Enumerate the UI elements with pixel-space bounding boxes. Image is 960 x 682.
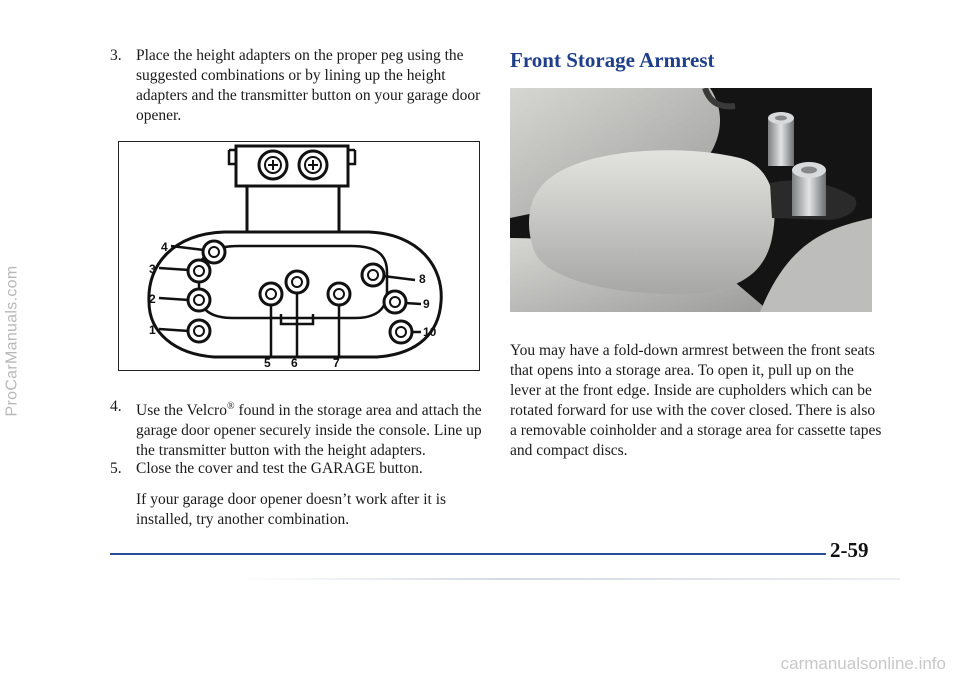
footer-fade-line: [240, 578, 900, 580]
label-5: 5: [264, 356, 271, 369]
peg-5: [260, 283, 282, 356]
peg-2: [159, 289, 210, 311]
step-text: Close the cover and test the GARAGE button.: [136, 460, 423, 477]
step-5: [110, 459, 490, 479]
label-1: 1: [149, 323, 156, 337]
step-number: 4.: [110, 398, 122, 415]
label-3: 3: [149, 262, 156, 276]
registered-mark: ®: [226, 401, 235, 412]
step-text: Place the height adapters on the proper peg using the suggested combinations or by lining up the height adapters and the transmitter button on your garage door opener.: [136, 47, 481, 124]
section-paragraph: You may have a fold-down armrest between the front seats that opens into a storage area. To open it, pull up on the lever at the front edge. Inside are cupholders which can be rotated forward for use with the cover closed. There is also a removable coinholder and a storage area for cassette tapes and compact discs.: [510, 342, 882, 459]
can-right: [792, 162, 826, 216]
diagram-svg: [119, 142, 478, 369]
height-adapter-diagram: [118, 141, 480, 371]
label-10: 10: [423, 325, 437, 339]
label-2: 2: [149, 292, 156, 306]
label-8: 8: [419, 272, 426, 286]
armrest-photo: [510, 88, 872, 312]
label-6: 6: [291, 356, 298, 369]
step-number: 3.: [110, 47, 122, 64]
can-left: [768, 112, 794, 166]
peg-9: [384, 291, 421, 313]
label-9: 9: [423, 297, 430, 311]
page-number: 2-59: [830, 538, 869, 562]
armrest-lid: [529, 150, 775, 294]
step-3: [110, 46, 490, 126]
footer-watermark: carmanualsonline.info: [780, 654, 946, 673]
transmitter-plate: [236, 146, 348, 186]
armrest-photo-svg: [510, 88, 872, 312]
peg-6: [286, 271, 308, 356]
footer-rule: [110, 553, 826, 555]
neck-lines: [247, 186, 339, 232]
step-number: 5.: [110, 460, 122, 477]
peg-3: [159, 260, 210, 282]
label-4: 4: [161, 240, 168, 254]
side-watermark: ProCarManuals.com: [3, 265, 20, 417]
transmitter-button-right: [299, 151, 327, 179]
transmitter-button-left: [259, 151, 287, 179]
label-7: 7: [333, 356, 340, 369]
step-text: Use the Velcro® found in the storage area and attach the garage door opener securely inside the console. Line up the transmitter button with the height adapters.: [136, 401, 482, 460]
peg-7: [328, 283, 350, 356]
step-4: [110, 397, 490, 461]
peg-8: [362, 264, 415, 286]
peg-10: [390, 321, 421, 343]
troubleshoot-note: If your garage door opener doesn’t work after it is installed, try another combination.: [136, 491, 447, 528]
section-title: Front Storage Armrest: [510, 48, 715, 72]
